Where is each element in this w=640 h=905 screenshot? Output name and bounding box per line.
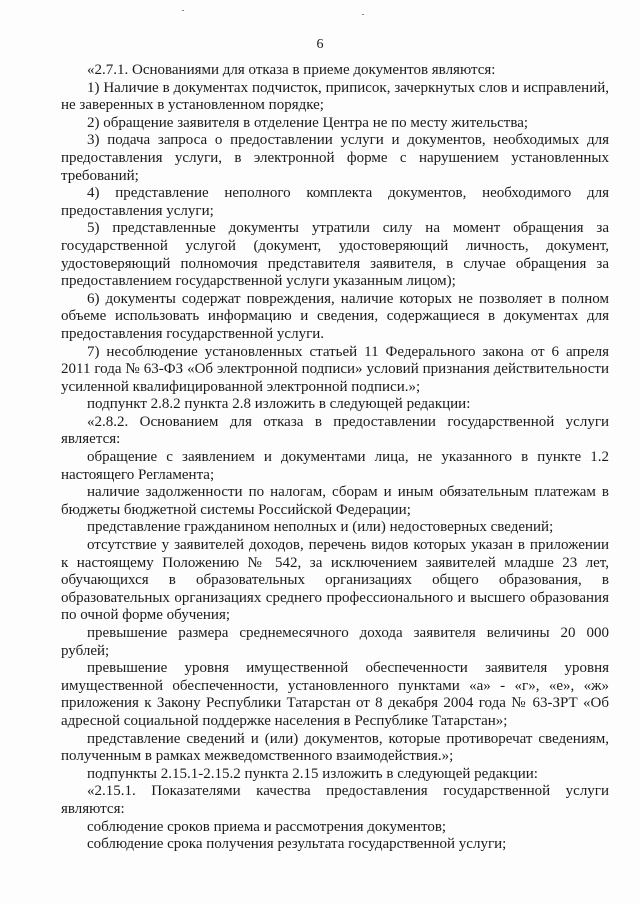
paragraph: 2) обращение заявителя в отделение Центра не по месту жительства; — [87, 114, 529, 131]
paragraph: «2.8.2. Основанием для отказа в предоставлении государственной услуги является: — [61, 413, 609, 448]
paragraph: обращение с заявлением и документами лица, не указанного в пункте 1.2 настоящего Регламента; — [61, 449, 609, 483]
paragraph: 3) подача запроса о предоставлении услуги и документов, необходимых для предоставления услуги, в электронной форме с нарушением установленных требований; — [61, 132, 609, 184]
paragraph: наличие задолженности по налогам, сборам и иным обязательным платежам в бюджеты бюджетной системы Российской Федерации; — [61, 484, 609, 518]
paragraph: «2.7.1. Основаниями для отказа в приеме документов являются: — [87, 62, 496, 78]
paragraph: соблюдение срока получения результата государственной услуги; — [87, 836, 507, 853]
paragraph: 4) представление неполного комплекта документов, необходимого для предоставления услуги; — [61, 185, 609, 219]
scan-speck — [182, 10, 184, 11]
paragraph: представление гражданином неполных и (или) недостоверных сведений; — [87, 519, 554, 536]
paragraph: 5) представленные документы утратили силу на момент обращения за государственной услугой (документ, удостоверяющий личность, документ, удостоверяющий полномочия представителя заявителя, в случае обращения за предоставлением государственной услуги указанным лицом); — [61, 220, 609, 290]
paragraph: представление сведений и (или) документов, которые противоречат сведениям, полученным в рамках межведомственного взаимодействия.»; — [61, 730, 609, 765]
paragraph: 1) Наличие в документах подчисток, приписок, зачеркнутых слов и исправлений, не заверенных в установленном порядке; — [61, 79, 609, 114]
paragraph: отсутствие у заявителей доходов, перечень видов которых указан в приложении к настоящему Положению № 542, за исключением заявителей младше 23 лет, обучающихся в образовательных организациях общего образования, в образовательных организациях среднего профессионального и высшего образования по очной форме обучения; — [61, 537, 609, 624]
paragraph: «2.15.1. Показателями качества предоставления государственной услуги являются: — [61, 783, 609, 817]
document-body — [61, 62, 609, 854]
paragraph: превышение уровня имущественной обеспеченности заявителя уровня имущественной обеспеченности, установленного пунктами «а» - «г», «е», «ж» приложения к Закону Республики Татарстан от 8 декабря 2004 года № 63-ЗРТ «Об адресной социальной поддержке населения в Республике Татарстан»; — [61, 660, 609, 729]
paragraph: соблюдение сроков приема и рассмотрения документов; — [87, 818, 447, 835]
paragraph: подпункты 2.15.1-2.15.2 пункта 2.15 изложить в следующей редакции: — [87, 765, 538, 782]
paragraph: 6) документы содержат повреждения, наличие которых не позволяет в полном объеме использовать информацию и сведения, содержащиеся в документах для предоставления государственной услуги. — [61, 290, 609, 342]
paragraph: 7) несоблюдение установленных статьей 11 Федерального закона от 6 апреля 2011 года № 63-ФЗ «Об электронной подписи» условий признания действительности усиленной квалифицированной электронной подписи.»; — [61, 343, 609, 395]
page-number: 6 — [316, 37, 324, 52]
scan-speck — [362, 14, 364, 15]
paragraph: превышение размера среднемесячного дохода заявителя величины 20 000 рублей; — [61, 625, 609, 659]
paragraph: подпункт 2.8.2 пункта 2.8 изложить в следующей редакции: — [87, 396, 471, 413]
